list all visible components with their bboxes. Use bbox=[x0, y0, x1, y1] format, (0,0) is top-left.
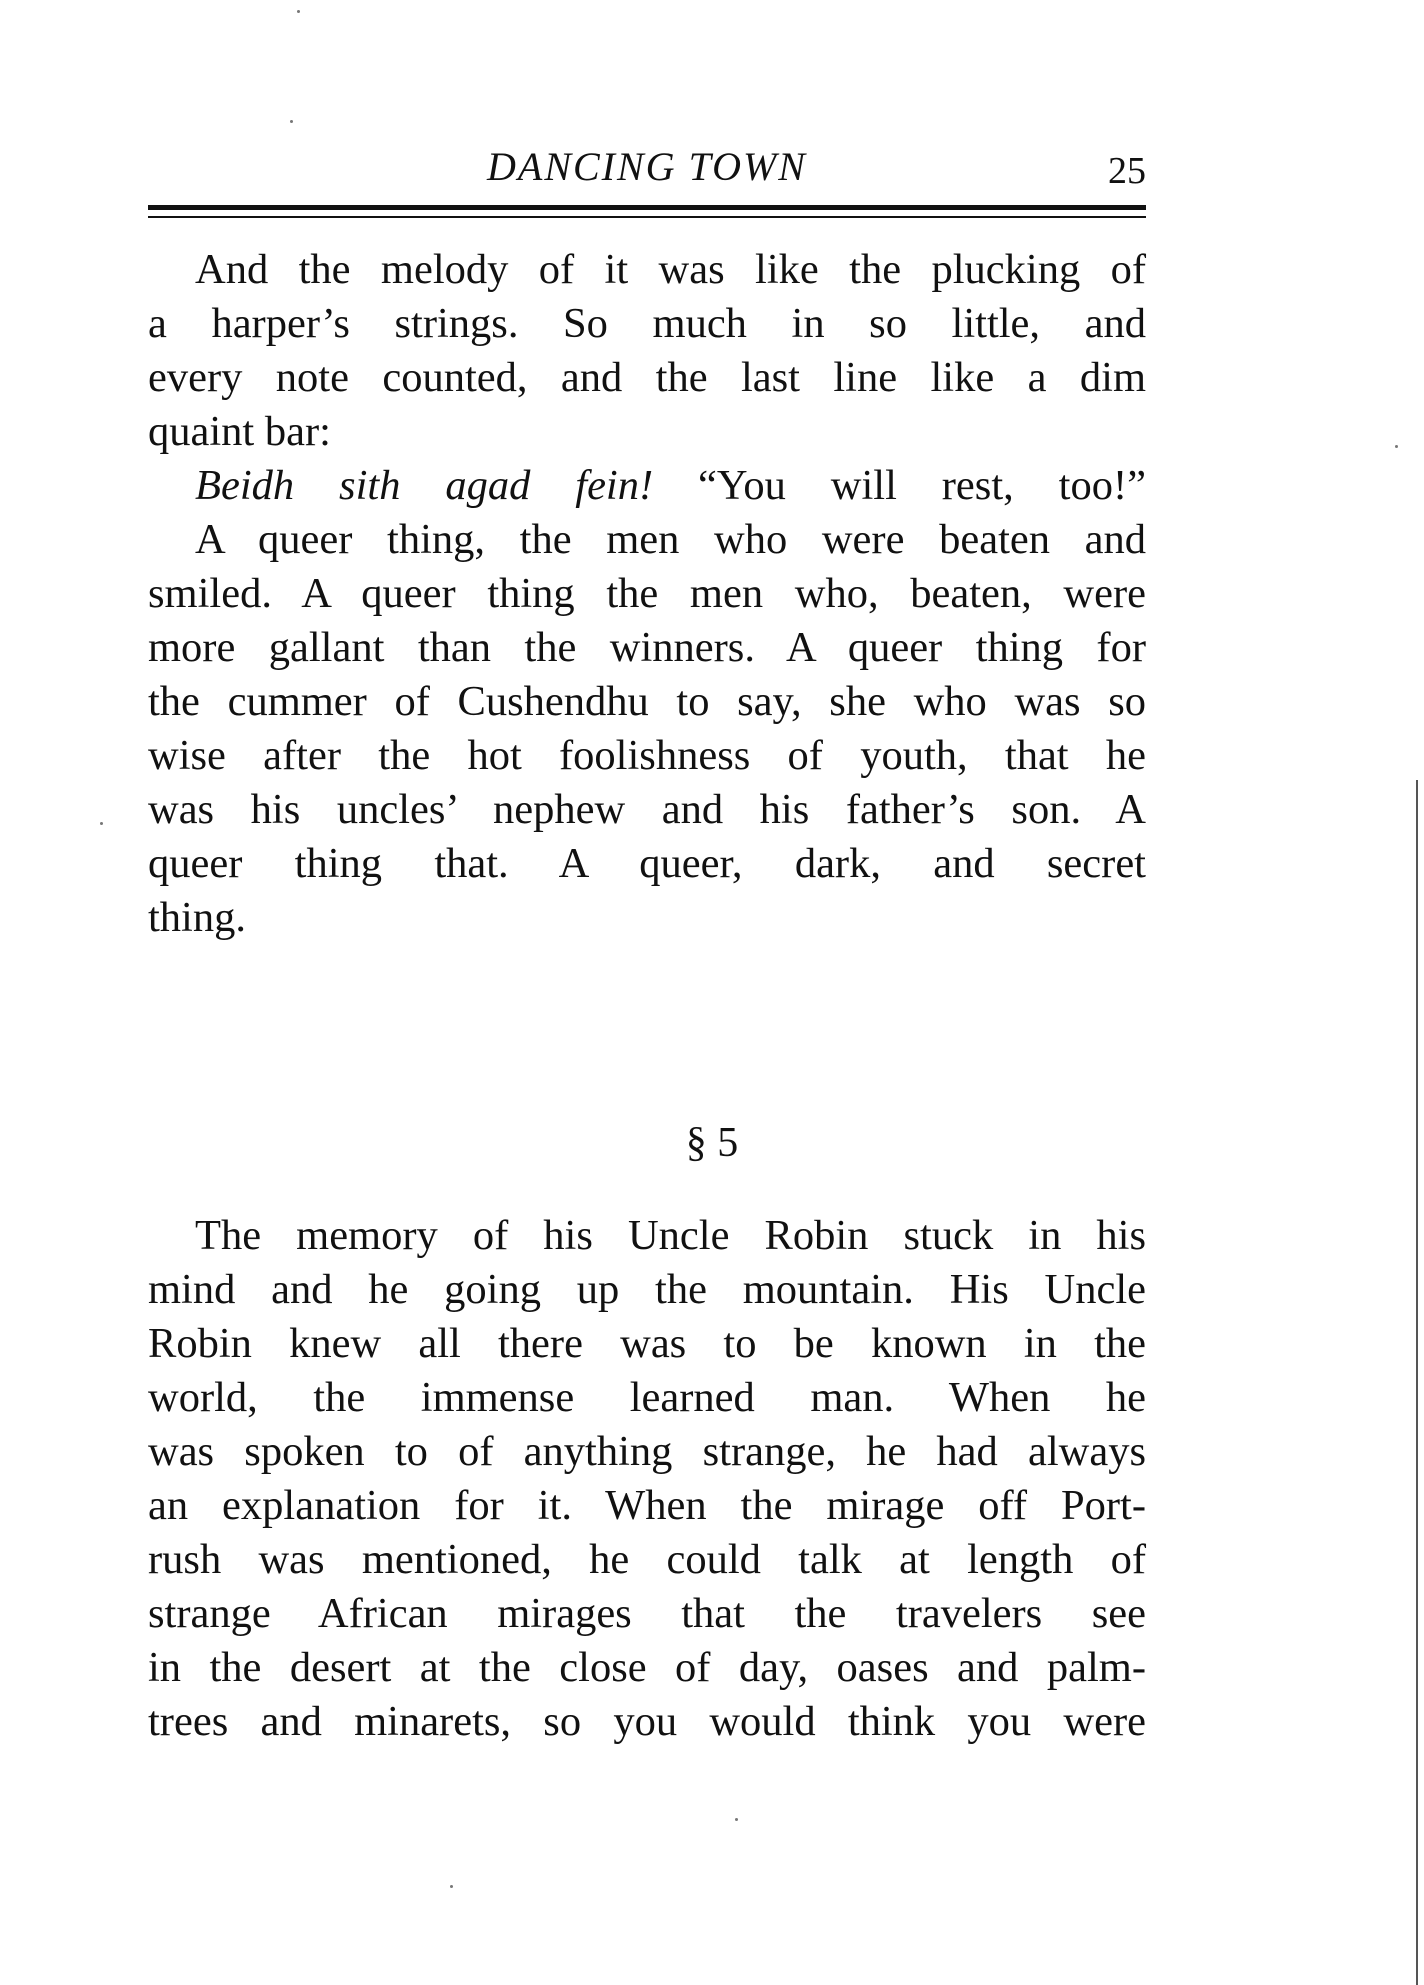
section-heading: § 5 bbox=[685, 1120, 739, 1166]
text-line: The memory of his Uncle Robin stuck in his bbox=[195, 1212, 1146, 1259]
text-line: every note counted, and the last line like a dim bbox=[148, 354, 1146, 401]
quote-line bbox=[148, 459, 1146, 513]
text-line: the cummer of Cushendhu to say, she who was so bbox=[148, 678, 1146, 725]
text-line: mind and he going up the mountain. His Uncle bbox=[148, 1266, 1146, 1313]
page-number: 25 bbox=[1108, 150, 1146, 192]
paragraph-1 bbox=[148, 243, 1146, 459]
text-line: strange African mirages that the travelers see bbox=[148, 1590, 1146, 1637]
text-line: And the melody of it was like the plucking of bbox=[195, 246, 1146, 293]
running-title: DANCING TOWN bbox=[487, 144, 807, 189]
text-line: Robin knew all there was to be known in the bbox=[148, 1320, 1146, 1367]
text-line: wise after the hot foolishness of youth, that he bbox=[148, 732, 1146, 779]
text-line: smiled. A queer thing the men who, beaten, were bbox=[148, 570, 1146, 617]
paragraph-2 bbox=[148, 513, 1146, 945]
scan-speck bbox=[297, 10, 300, 13]
text-line: was spoken to of anything strange, he had always bbox=[148, 1428, 1146, 1475]
translation-phrase: “You will rest, too!” bbox=[698, 462, 1146, 509]
scan-edge-line bbox=[1416, 780, 1418, 1985]
gaelic-phrase: Beidh sith agad fein! bbox=[195, 462, 654, 509]
text-line: rush was mentioned, he could talk at length of bbox=[148, 1536, 1146, 1583]
text-line: was his uncles’ nephew and his father’s son. A bbox=[148, 786, 1146, 833]
scan-speck bbox=[450, 1885, 453, 1888]
text-line: an explanation for it. When the mirage off Port- bbox=[148, 1482, 1146, 1529]
text-line: trees and minarets, so you would think you were bbox=[148, 1698, 1146, 1745]
header-rule-thin bbox=[148, 216, 1146, 218]
scan-speck bbox=[100, 822, 103, 825]
text-line: A queer thing, the men who were beaten and bbox=[195, 516, 1146, 563]
text-line: queer thing that. A queer, dark, and secret bbox=[148, 840, 1146, 887]
text-line: world, the immense learned man. When he bbox=[148, 1374, 1146, 1421]
scan-speck bbox=[1395, 445, 1398, 448]
header-rule-thick bbox=[148, 205, 1146, 210]
quote-paragraph bbox=[148, 459, 1146, 513]
paragraph-3 bbox=[148, 1209, 1146, 1749]
text-line: in the desert at the close of day, oases and palm- bbox=[148, 1644, 1146, 1691]
text-line: more gallant than the winners. A queer thing for bbox=[148, 624, 1146, 671]
scan-speck bbox=[735, 1818, 738, 1821]
text-line: quaint bar: bbox=[148, 408, 331, 455]
scan-speck bbox=[290, 120, 293, 123]
text-line: thing. bbox=[148, 894, 246, 941]
text-line: a harper’s strings. So much in so little, and bbox=[148, 300, 1146, 347]
running-head bbox=[148, 142, 1146, 192]
